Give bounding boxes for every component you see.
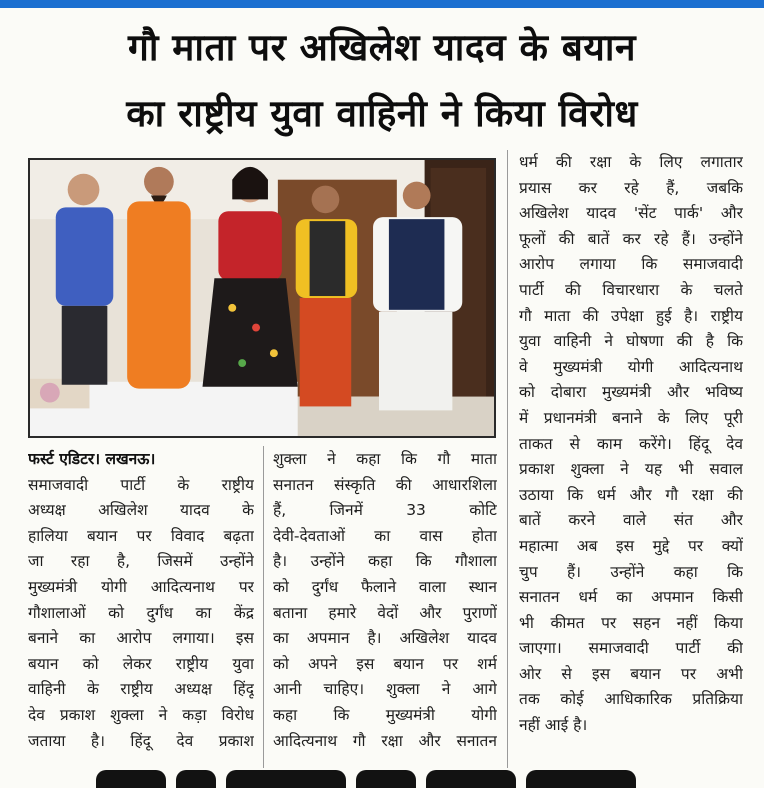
text-line: तक कोई आधिकारिक प्रतिक्रिया <box>519 690 743 709</box>
text-line: समाजवादी पार्टी के राष्ट्रीय <box>28 475 254 494</box>
text-line: महात्मा अब इस मुद्दे पर क्यों <box>519 536 743 555</box>
headline-line-1: गौ माता पर अखिलेश यादव के बयान <box>128 26 636 69</box>
text-line: देव प्रकाश शुक्ला ने कड़ा विरोध <box>28 705 254 724</box>
text-line: भी कीमत पर सहन नहीं किया <box>519 613 743 632</box>
text-line: वाहिनी के राष्ट्रीय अध्यक्ष हिंदू <box>28 680 254 699</box>
text-line: गौ माता की उपेक्षा हुई है। राष्ट्रीय <box>519 306 743 325</box>
text-line: सनातन संस्कृति की आधारशिला <box>273 475 497 494</box>
text-line: ताकत से काम करेंगे। हिंदू देव <box>519 434 743 453</box>
text-line: का अपमान है। अखिलेश यादव <box>273 629 497 648</box>
text-line: है। उन्होंने कहा कि गौशाला <box>273 552 497 571</box>
text-line: फूलों की बातें कर रहे हैं। उन्होंने <box>519 229 743 248</box>
text-line: जा रहा है, जिसमें उन्होंने <box>28 552 254 571</box>
text-line: में प्रधानमंत्री बनाने के लिए पूरी <box>519 408 743 427</box>
text-line: प्रकाश शुक्ला ने यह भी सवाल <box>519 460 743 479</box>
headline-line-2: का राष्ट्रीय युवा वाहिनी ने किया विरोध <box>126 92 638 135</box>
text-line: जताया है। हिंदू देव प्रकाश <box>28 731 254 750</box>
text-line: अखिलेश यादव 'सेंट पार्क' और <box>519 204 743 223</box>
text-line: चुप हैं। उन्होंने कहा कि <box>519 562 743 581</box>
byline: फर्स्ट एडिटर। लखनऊ। <box>28 450 156 468</box>
text-line: पार्टी की विचारधारा के चलते <box>519 280 743 299</box>
next-headline-cutoff <box>96 770 696 788</box>
text-line: बताना हमारे वेदों और पुराणों <box>273 603 497 622</box>
text-line: बनाने का आरोप लगाया। इस <box>28 629 254 648</box>
article-column-3 <box>519 150 743 739</box>
text-line: जाएगा। समाजवादी पार्टी की <box>519 639 743 658</box>
article-column-1 <box>28 447 254 754</box>
top-color-bar <box>0 0 764 8</box>
text-line: प्रयास कर रहे हैं, जबकि <box>519 178 743 197</box>
text-line: कहा कि मुख्यमंत्री योगी <box>273 705 497 724</box>
text-line: आदित्यनाथ गौ रक्षा और सनातन <box>273 731 497 750</box>
text-line: धर्म की रक्षा के लिए लगातार <box>519 153 743 171</box>
text-line: शुक्ला ने कहा कि गौ माता <box>273 450 497 468</box>
text-line: वे मुख्यमंत्री योगी आदित्यनाथ <box>519 357 743 376</box>
text-line: बातें करने वाले संत और <box>519 511 743 530</box>
text-line: देवी-देवताओं का वास होता <box>273 526 497 545</box>
text-line: हैं, जिनमें 33 कोटि <box>273 501 497 520</box>
text-line: सनातन धर्म का अपमान किसी <box>519 588 743 607</box>
text-line: उठाया कि धर्म और गौ रक्षा की <box>519 485 743 504</box>
text-line: को अपने इस बयान पर शर्म <box>273 654 497 673</box>
text-line: आनी चाहिए। शुक्ला ने आगे <box>273 680 497 699</box>
column-rule-1 <box>263 446 264 768</box>
text-line: नहीं आई है। <box>519 716 588 735</box>
text-line: को दोबारा मुख्यमंत्री और भविष्य <box>519 383 743 402</box>
text-line: आरोप लगाया कि समाजवादी <box>519 255 743 274</box>
text-line: गौशालाओं को दुर्गंध का केंद्र <box>28 603 254 622</box>
text-line: को दुर्गंध फैलाने वाला स्थान <box>273 577 497 596</box>
news-photo <box>28 158 496 438</box>
text-line: ओर से इस बयान पर अभी <box>519 664 743 683</box>
text-line: अध्यक्ष अखिलेश यादव के <box>28 501 254 520</box>
text-line: युवा वाहिनी ने घोषणा की है कि <box>519 332 743 351</box>
text-line: बयान को लेकर राष्ट्रीय युवा <box>28 654 254 673</box>
group-photo-illustration <box>30 160 494 436</box>
text-line: मुख्यमंत्री योगी आदित्यनाथ पर <box>28 577 254 596</box>
column-rule-2 <box>507 150 508 768</box>
article-column-2 <box>273 447 497 754</box>
text-line: हालिया बयान पर विवाद बढ़ता <box>28 526 254 545</box>
